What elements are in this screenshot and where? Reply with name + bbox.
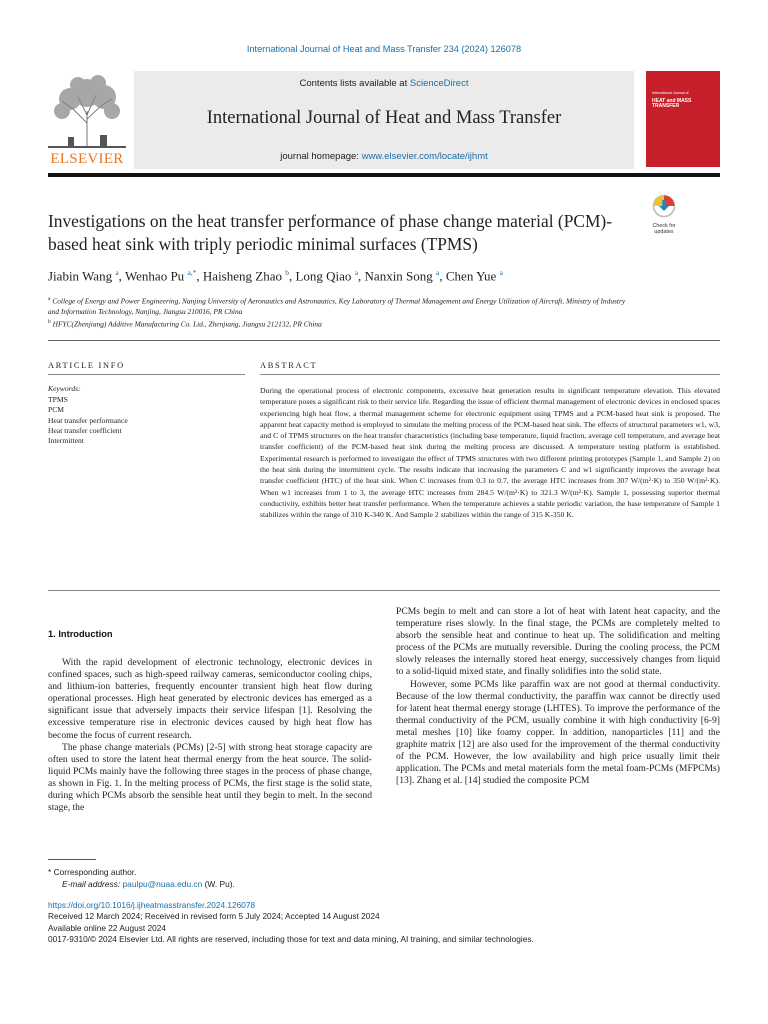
keyword-item[interactable]: PCM	[48, 405, 65, 415]
author-name[interactable]: Nanxin Song	[364, 268, 433, 284]
paper-title: Investigations on the heat transfer performance of phase change material (PCM)-based heat sink with triply periodic minimal surfaces (TPMS)	[48, 211, 613, 254]
body-column-left	[48, 657, 372, 814]
footnotes	[48, 866, 688, 890]
abstract-bottom-divider	[48, 590, 720, 591]
cover-title: HEAT and MASS TRANSFER	[652, 97, 692, 109]
author-affiliation-marker[interactable]: b	[285, 268, 289, 277]
author-name[interactable]: Jiabin Wang	[48, 268, 113, 284]
publication-info	[48, 900, 720, 945]
homepage-line: journal homepage: www.elsevier.com/locate/ijhmt	[280, 151, 488, 162]
keywords-list	[48, 395, 248, 446]
journal-citation-link[interactable]: International Journal of Heat and Mass Transfer 234 (2024) 126078	[246, 44, 522, 54]
author-affiliation-marker[interactable]: a,*	[187, 268, 197, 277]
check-updates-icon	[650, 194, 678, 218]
contents-line: Contents lists available at ScienceDirect	[299, 78, 469, 89]
keyword-item[interactable]: Intermittent	[48, 436, 84, 446]
cover-subtitle: International Journal of	[652, 91, 689, 95]
author-affiliation-marker[interactable]: a	[436, 268, 440, 277]
author-name[interactable]: Haisheng Zhao	[202, 268, 282, 284]
author-name[interactable]: Long Qiao	[295, 268, 352, 284]
keywords-label: Keywords:	[48, 384, 81, 393]
email-note: E-mail address: paulpu@nuaa.edu.cn (W. Pu).	[62, 879, 235, 889]
abstract-text: During the operational process of electronic components, excessive heat generation results in significant temperature elevation. This elevated temperature poses a significant risk to their service life. Regarding the issue of efficient thermal management of electronic devices in enclosed spaces experiencing high heat flow, a thermal management scheme for electronic equipment using TPMS and a PCM-based heat sink is proposed. The apparent heat capacity method is employed to simulate the melting process of the PCM-based heat sink. The effects of structural parameters w1, w3, and C of TPMS structures on the heat transfer characteristics (including base temperature, liquid fraction, average cell temperature, and average heat transfer coefficient) of the PCM-based heat sink during the melting process are discussed. A temperature testing platform is established. Experimental research is performed to investigate the effect of TPMS structures with two different printing prototypes (Sample 1, and Sample 2) on the heat sink during the intermittent cycle. The results indicate that increasing the parameters C and w1 significantly improves the average heat transfer coefficient (HTC) of the heat sink. When C increases from 0.3 to 0.7, the average HTC increases from 307 W/(m²·K) to 350 W/(m²·K). When w1 increases from 1 to 3, the average HTC increases from 284.5 W/(m²·K) to 321.3 W/(m²·K). Sample 1, possessing superior thermal conductivity, exhibits better heat transfer performance. When the temperature achieves a stable periodic variation, the base temperature of Sample 1 stabilizes within the range of 310 K-340 K. And Sample 2 stabilizes within the range of 315 K-350 K.	[260, 386, 720, 520]
keyword-item[interactable]: Heat transfer performance	[48, 415, 128, 425]
affiliation-item: $^a$ College of Energy and Power Engineering, Nanjing University of Aeronautics and Astronautics, Key Laboratory of Thermal Management and Energy Utilization of Aircraft, Ministry of Industry and Information Technology, Nanjing, Jiangsu 210016, PR China	[48, 296, 626, 316]
affiliation-item: $^b$ HFYC(Zhenjiang) Additive Manufacturing Co. Ltd., Zhenjiang, Jiangsu 212132, PR China	[48, 319, 322, 329]
received-dates: Received 12 March 2024; Received in revised form 5 July 2024; Accepted 14 August 2024	[48, 911, 380, 922]
online-date: Available online 22 August 2024	[48, 922, 166, 933]
front-matter-divider	[48, 340, 720, 341]
journal-homepage-link[interactable]: www.elsevier.com/locate/ijhmt	[361, 151, 488, 162]
doi-link[interactable]: https://doi.org/10.1016/j.ijheatmasstransfer.2024.126078	[48, 900, 256, 910]
affiliations	[48, 294, 628, 330]
journal-title: International Journal of Heat and Mass Transfer	[206, 108, 562, 128]
sciencedirect-link[interactable]: ScienceDirect	[409, 78, 469, 89]
journal-cover-thumbnail[interactable]	[646, 71, 720, 167]
author-name[interactable]: Wenhao Pu	[124, 268, 185, 284]
author-affiliation-marker[interactable]: a	[354, 268, 359, 277]
article-info-divider	[48, 374, 245, 375]
body-paragraph: However, some PCMs like paraffin wax are not good at thermal conductivity. Because of the low thermal conductivity, the paraffin wax cannot be directly used for latent heat thermal energy storage (LHTES). To improve the performance of the thermal conductivity of the PCM, usually combine it with high conductivity [6-9] metal meshes [10] like foamy copper. In addition, nanoparticles [11] and the graphite matrix [12] are also used for the improvement of the thermal conductivity of the PCM. However, the low availability and high price usually limit their application. The PCMs and metal materials form the metal foam-PCMs (MFPCMs) [13]. Zhang et al. [14] studied the composite PCM	[396, 678, 720, 787]
article-info-heading: ARTICLE INFO	[48, 361, 125, 370]
author-affiliation-marker[interactable]: a	[499, 268, 503, 277]
keyword-item[interactable]: Heat transfer coefficient	[48, 425, 122, 435]
journal-masthead	[48, 71, 720, 175]
check-updates-label: Check for updates	[652, 223, 676, 235]
keyword-item[interactable]: TPMS	[48, 395, 68, 404]
journal-header-band	[134, 71, 634, 169]
masthead-divider	[48, 173, 720, 177]
publisher-wordmark: ELSEVIER	[50, 151, 124, 167]
author-list: Jiabin Wang $^a$, Wenhao Pu $^{a,*}$, Haisheng Zhao $^b$, Long Qiao $^a$, Nanxin Song $^a$, Chen Yue $^a$	[48, 268, 503, 284]
corresponding-author-note: * Corresponding author.	[48, 867, 137, 877]
body-column-right	[396, 606, 720, 787]
footnote-divider	[48, 859, 96, 860]
abstract-heading: ABSTRACT	[260, 361, 318, 370]
author-affiliation-marker[interactable]: a	[115, 268, 119, 277]
body-paragraph: The phase change materials (PCMs) [2-5] with strong heat storage capacity are often used to store the latent heat thermal energy from the heat source. The solid-liquid PCMs mainly have the following three stages in the process of phase change, as shown in Fig. 1. In the melting process of PCMs, the first stage is the solid state, during which PCMs absorb the sensible heat until they begin to melt. In the second stage, the	[48, 741, 372, 814]
check-for-updates-badge[interactable]	[646, 194, 682, 235]
abstract-divider	[260, 374, 720, 375]
copyright-notice: 0017-9310/© 2024 Elsevier Ltd. All rights are reserved, including those for text and data mining, AI training, and similar technologies.	[48, 933, 534, 944]
body-paragraph: With the rapid development of electronic technology, electronic devices in confined spaces, such as high-speed railway cameras, semiconductor cooling chips, and lithium-ion batteries, frequently encounter transient high heat flow during operational processes. High heat generated by electronic devices has emerged as a significant issue that adversely impacts their service lifespan [1]. Resolving the excessive temperature rise in electronic devices caused by high heat flow has become the focus of current research.	[48, 657, 372, 741]
body-paragraph: PCMs begin to melt and can store a lot of heat with latent heat capacity, and the temperature rises slowly. In the final stage, the PCMs are completely melted to absorb the sensible heat and continue to heat up. The solidification and melting process of the PCMs are mutually reversible. During the cooling process, the PCM slowly releases the internally stored heat energy, successively changes from liquid to a solid-liquid mixed state, and finally solidifies into the solid state.	[396, 606, 720, 678]
section-heading-introduction: 1. Introduction	[48, 629, 113, 639]
author-name[interactable]: Chen Yue	[445, 268, 497, 284]
author-email-link[interactable]: paulpu@nuaa.edu.cn	[122, 879, 203, 889]
elsevier-tree-logo	[48, 71, 126, 167]
